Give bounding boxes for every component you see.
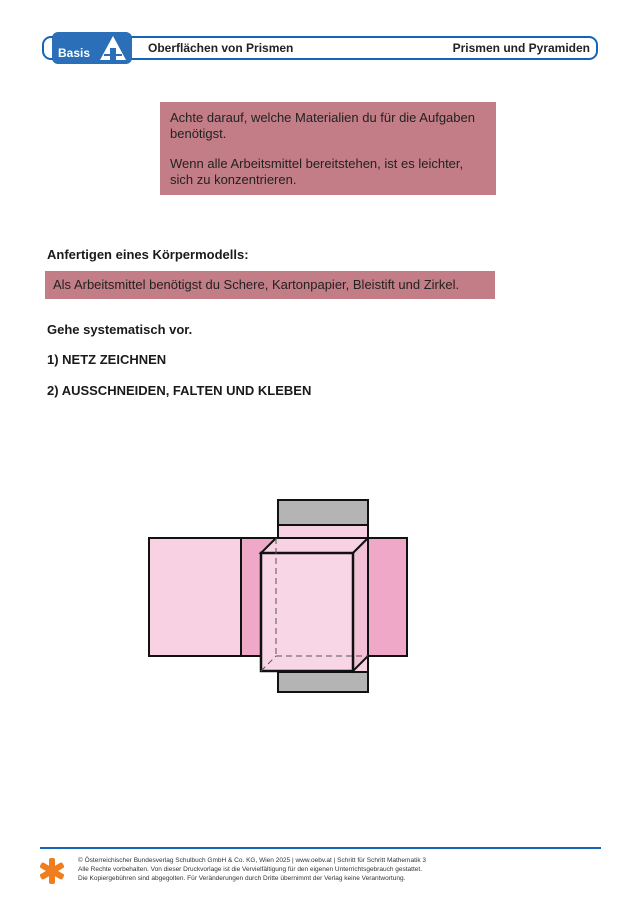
tip-box	[160, 102, 496, 195]
triangle-icon	[98, 34, 128, 62]
footer-line-3: Die Kopiergebühren sind abgegolten. Für Veränderungen durch Dritte übernimmt der Verlag keine Verantwortung.	[78, 875, 406, 882]
section-heading: Anfertigen eines Körpermodells:	[47, 247, 249, 262]
materials-box: Als Arbeitsmittel benötigst du Schere, Kartonpapier, Bleistift und Zirkel.	[45, 271, 495, 299]
footer-copyright	[78, 856, 426, 883]
steps-intro: Gehe systematisch vor.	[47, 322, 193, 337]
chapter-topic: Prismen und Pyramiden	[452, 41, 590, 55]
footer-line-2: Alle Rechte vorbehalten. Von dieser Druckvorlage ist die Vervielfältigung für den eigenen Unterrichtsgebrauch gestattet.	[78, 866, 422, 873]
prism-net-figure	[140, 495, 410, 695]
publisher-logo-icon	[38, 856, 66, 886]
footer-divider	[40, 847, 601, 849]
footer-line-1: © Österreichischer Bundesverlag Schulbuch GmbH & Co. KG, Wien 2025 | www.oebv.at | Schritt für Schritt Mathematik 3	[78, 857, 426, 864]
tip-line-2: Wenn alle Arbeitsmittel bereitstehen, ist es leichter, sich zu konzentrieren.	[170, 156, 464, 187]
level-badge-label: Basis	[58, 46, 91, 60]
page-title: Oberflächen von Prismen	[148, 41, 294, 55]
step-1: 1) NETZ ZEICHNEN	[47, 352, 167, 367]
tip-line-1: Achte darauf, welche Materialien du für die Aufgaben benötigst.	[170, 110, 475, 141]
step-2: 2) AUSSCHNEIDEN, FALTEN UND KLEBEN	[47, 383, 312, 398]
